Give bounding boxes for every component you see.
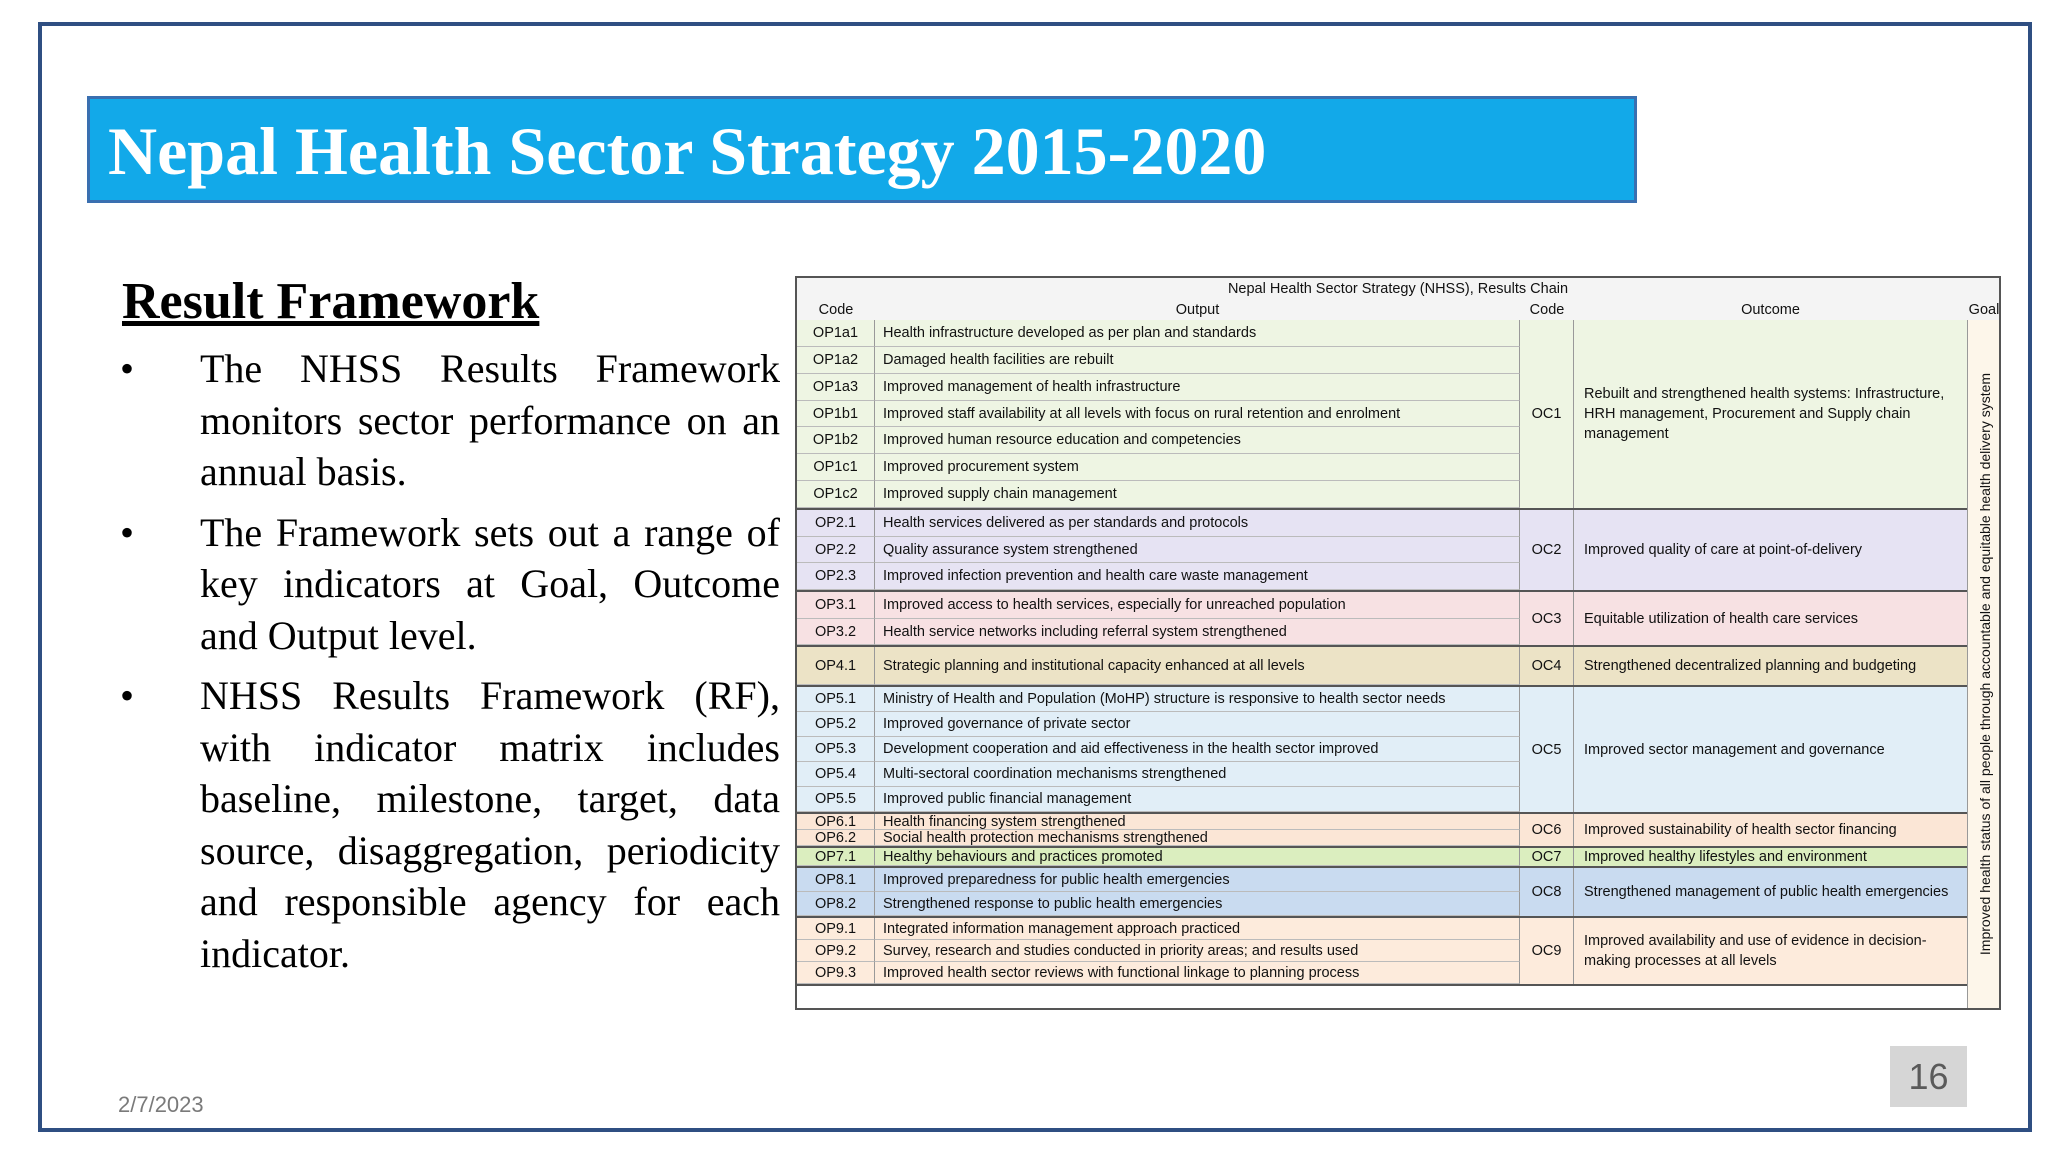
slide-date: 2/7/2023: [118, 1092, 204, 1117]
title-banner: [87, 96, 1637, 203]
header-outcome: Outcome: [1574, 300, 1967, 322]
outcome-text: Strengthened management of public health emergencies: [1584, 884, 1949, 900]
output-text: Survey, research and studies conducted in priority areas; and results used: [875, 940, 1520, 962]
output-code: OP8.1: [797, 868, 875, 892]
bullet-marker: •: [120, 673, 135, 718]
output-text: Ministry of Health and Population (MoHP) structure is responsive to health sector needs: [875, 687, 1520, 712]
outcome-group-oc2: [797, 510, 1967, 592]
outcome-code: OC9: [1520, 918, 1574, 984]
bullet-text: The NHSS Results Framework monitors sector performance on an annual basis.: [200, 346, 780, 494]
output-text: Improved public financial management: [875, 787, 1520, 812]
output-code: OP7.1: [797, 848, 875, 866]
outcome-text: Improved healthy lifestyles and environment: [1584, 849, 1867, 865]
outcome-code: OC2: [1520, 510, 1574, 590]
output-code: OP3.2: [797, 619, 875, 646]
outcome-group-oc7: [797, 848, 1967, 868]
output-code: OP2.1: [797, 510, 875, 537]
bullet-text: NHSS Results Framework (RF), with indicator matrix includes baseline, milestone, target, data source, disaggregation, periodicity and responsible agency for each indicator.: [200, 673, 780, 976]
output-code: OP5.1: [797, 687, 875, 712]
output-code: OP1b2: [797, 427, 875, 454]
output-code: OP1c2: [797, 481, 875, 508]
outcome-text: Improved availability and use of evidence in decision-making processes at all levels: [1584, 933, 1927, 969]
output-text: Improved supply chain management: [875, 481, 1520, 508]
bullet-item: [120, 343, 780, 498]
results-chain-title: Nepal Health Sector Strategy (NHSS), Results Chain: [797, 278, 1999, 301]
slide-title: Nepal Health Sector Strategy 2015-2020: [108, 113, 1267, 189]
results-chain-table: [795, 276, 2001, 1010]
output-code: OP9.3: [797, 962, 875, 984]
output-text: Improved governance of private sector: [875, 712, 1520, 737]
output-code: OP6.1: [797, 814, 875, 830]
header-output: Output: [875, 300, 1520, 322]
output-code: OP9.1: [797, 918, 875, 940]
output-text: Improved management of health infrastructure: [875, 374, 1520, 401]
output-text: Healthy behaviours and practices promoted: [875, 848, 1520, 866]
outcome-code: OC5: [1520, 687, 1574, 812]
output-text: Health service networks including referral system strengthened: [875, 619, 1520, 646]
output-text: Improved access to health services, especially for unreached population: [875, 592, 1520, 619]
output-text: Improved preparedness for public health emergencies: [875, 868, 1520, 892]
output-text: Health infrastructure developed as per plan and standards: [875, 320, 1520, 347]
bullet-list: [120, 343, 780, 988]
outcome-code: OC8: [1520, 868, 1574, 916]
output-code: OP4.1: [797, 647, 875, 685]
output-code: OP9.2: [797, 940, 875, 962]
output-text: Social health protection mechanisms strengthened: [875, 830, 1520, 846]
section-heading: Result Framework: [122, 273, 540, 330]
outcome-group-oc1: [797, 320, 1967, 510]
outcome-text: Strengthened decentralized planning and budgeting: [1584, 658, 1917, 674]
output-text: Damaged health facilities are rebuilt: [875, 347, 1520, 374]
output-code: OP5.5: [797, 787, 875, 812]
outcome-group-oc3: [797, 592, 1967, 647]
output-text: Development cooperation and aid effectiveness in the health sector improved: [875, 737, 1520, 762]
output-code: OP5.2: [797, 712, 875, 737]
outcome-group-oc4: [797, 647, 1967, 687]
bullet-item: [120, 670, 780, 979]
outcome-code: OC6: [1520, 814, 1574, 846]
outcome-code: OC1: [1520, 320, 1574, 508]
outcome-group-oc9: [797, 918, 1967, 986]
output-code: OP1a1: [797, 320, 875, 347]
output-text: Improved human resource education and competencies: [875, 427, 1520, 454]
output-code: OP8.2: [797, 892, 875, 916]
outcome-text: Equitable utilization of health care services: [1584, 610, 1859, 627]
bullet-item: [120, 507, 780, 662]
page-number: 16: [1890, 1046, 1967, 1107]
outcome-code: OC3: [1520, 592, 1574, 645]
outcome-code: OC4: [1520, 647, 1574, 685]
output-text: Multi-sectoral coordination mechanisms strengthened: [875, 762, 1520, 787]
goal-column: [1967, 320, 2001, 1008]
output-text: Improved infection prevention and health care waste management: [875, 563, 1520, 590]
output-text: Integrated information management approach practiced: [875, 918, 1520, 940]
output-code: OP1a2: [797, 347, 875, 374]
output-text: Improved procurement system: [875, 454, 1520, 481]
output-text: Strengthened response to public health emergencies: [875, 892, 1520, 916]
outcome-text: Rebuilt and strengthened health systems: Infrastructure, HRH management, Procurement and Supply chain management: [1584, 386, 1945, 442]
output-code: OP3.1: [797, 592, 875, 619]
output-text: Strategic planning and institutional capacity enhanced at all levels: [875, 647, 1520, 685]
output-code: OP2.3: [797, 563, 875, 590]
header-code: Code: [797, 300, 875, 322]
header-goal: Goal: [1967, 300, 2001, 322]
outcome-code: OC7: [1520, 848, 1574, 866]
output-code: OP1a3: [797, 374, 875, 401]
output-text: Improved health sector reviews with functional linkage to planning process: [875, 962, 1520, 984]
output-code: OP5.4: [797, 762, 875, 787]
output-code: OP1b1: [797, 401, 875, 428]
output-code: OP2.2: [797, 537, 875, 564]
header-oc-code: Code: [1520, 300, 1574, 322]
output-code: OP6.2: [797, 830, 875, 846]
outcome-group-oc8: [797, 868, 1967, 918]
output-text: Health services delivered as per standards and protocols: [875, 510, 1520, 537]
output-code: OP1c1: [797, 454, 875, 481]
output-text: Quality assurance system strengthened: [875, 537, 1520, 564]
outcome-text: Improved sector management and governance: [1584, 741, 1885, 758]
goal-text: Improved health status of all people through accountable and equitable health delivery system: [1977, 372, 1993, 956]
bullet-marker: •: [120, 509, 135, 555]
bullet-text: The Framework sets out a range of key indicators at Goal, Outcome and Output level.: [200, 509, 780, 658]
output-text: Health financing system strengthened: [875, 814, 1520, 830]
outcome-group-oc5: [797, 687, 1967, 814]
outcome-text: Improved quality of care at point-of-delivery: [1584, 542, 1863, 558]
outcome-text: Improved sustainability of health sector financing: [1584, 822, 1897, 838]
bullet-marker: •: [120, 346, 135, 391]
output-text: Improved staff availability at all levels with focus on rural retention and enrolment: [875, 401, 1520, 428]
outcome-group-oc6: [797, 814, 1967, 848]
output-code: OP5.3: [797, 737, 875, 762]
